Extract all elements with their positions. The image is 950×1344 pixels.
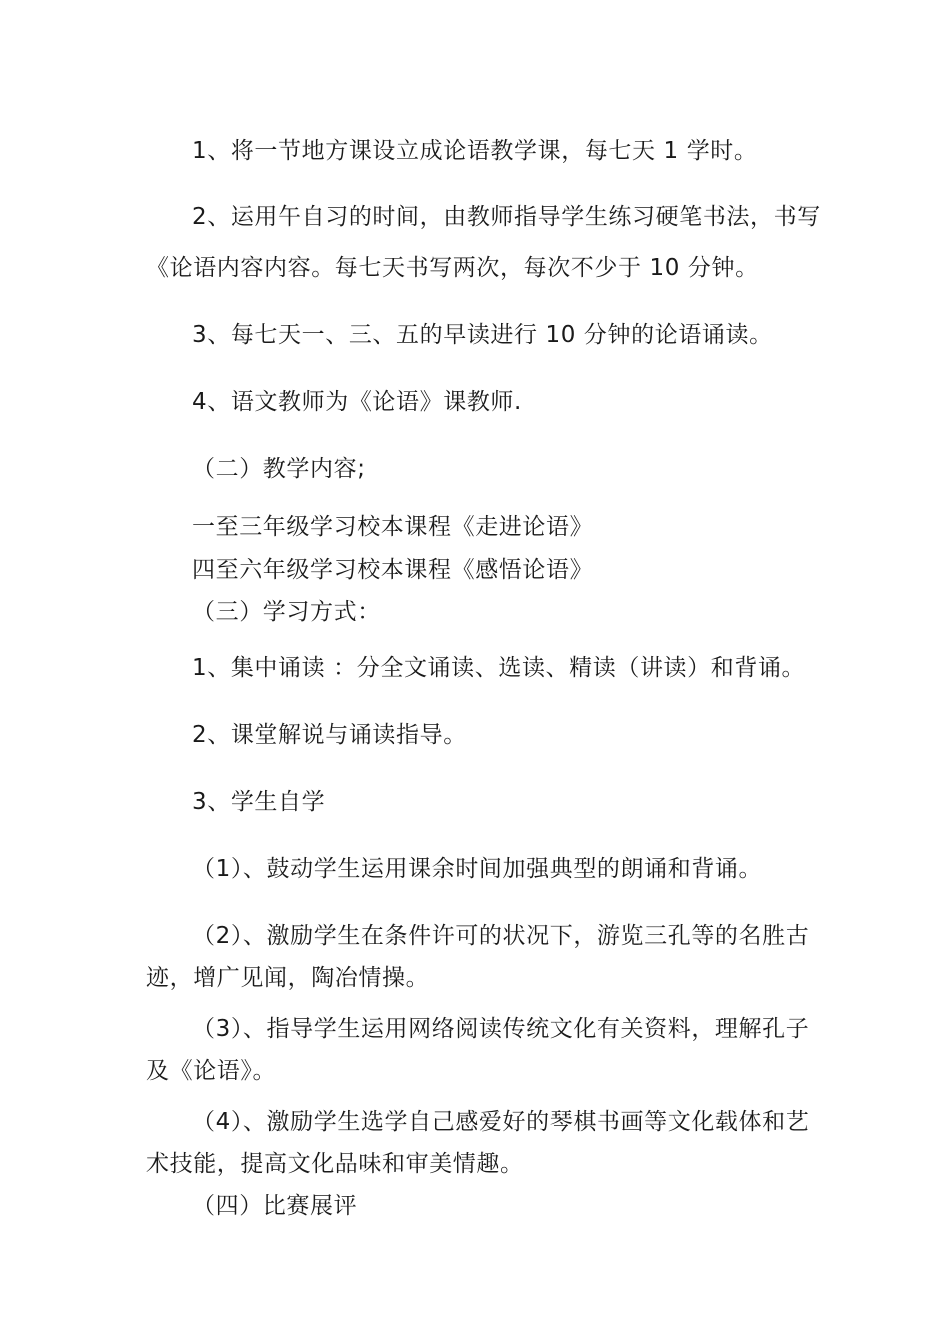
section-heading-3: （三）学习方式： <box>192 599 381 625</box>
paragraph-line-5: 4、语文教师为《论语》课教师. <box>192 389 522 415</box>
paragraph-line-15: 迹，增广见闻，陶冶情操。 <box>146 965 430 991</box>
paragraph-line-11: 2、课堂解说与诵读指导。 <box>192 722 467 748</box>
paragraph-line-19: 术技能，提高文化品味和审美情趣。 <box>146 1151 524 1177</box>
paragraph-line-12: 3、学生自学 <box>192 789 326 815</box>
section-heading-4: （四）比赛展评 <box>192 1193 358 1219</box>
paragraph-line-7: 一至三年级学习校本课程《走进论语》 <box>192 514 594 540</box>
paragraph-line-13: （1）、鼓动学生运用课余时间加强典型的朗诵和背诵。 <box>192 856 763 882</box>
paragraph-line-10: 1、集中诵读 ：分全文诵读、选读、精读（讲读）和背诵。 <box>192 655 806 681</box>
paragraph-line-4: 3、每七天一、三、五的早读进行 10 分钟的论语诵读。 <box>192 322 773 348</box>
paragraph-line-17: 及《论语》。 <box>146 1058 277 1084</box>
paragraph-line-2: 2、运用午自习的时间，由教师指导学生练习硬笔书法，书写 <box>192 204 821 230</box>
paragraph-line-1: 1、将一节地方课设立成论语教学课，每七天 1 学时。 <box>192 138 758 164</box>
paragraph-line-8: 四至六年级学习校本课程《感悟论语》 <box>192 557 594 583</box>
section-heading-2: （二）教学内容; <box>192 456 366 482</box>
paragraph-line-14: （2）、激励学生在条件许可的状况下，游览三孔等的名胜古 <box>192 923 810 949</box>
paragraph-line-3: 《论语内容内容。每七天书写两次，每次不少于 10 分钟。 <box>146 255 759 281</box>
paragraph-line-16: （3）、指导学生运用网络阅读传统文化有关资料，理解孔子 <box>192 1016 810 1042</box>
paragraph-line-18: （4）、激励学生选学自己感爱好的琴棋书画等文化载体和艺 <box>192 1109 810 1135</box>
